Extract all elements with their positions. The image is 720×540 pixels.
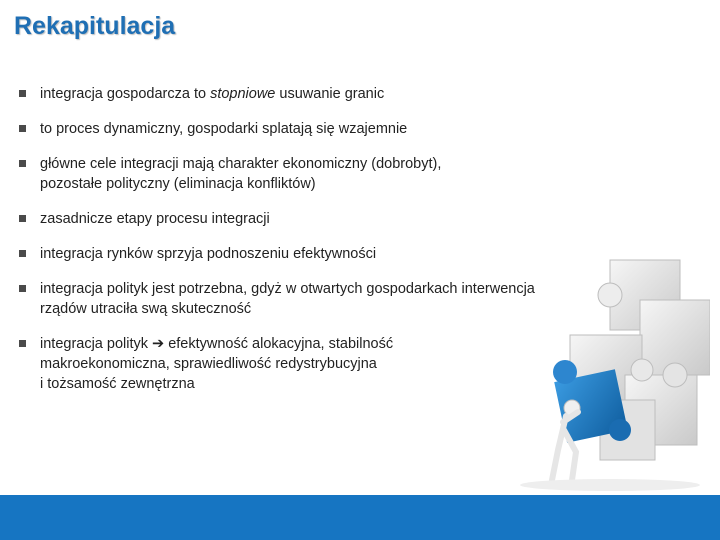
bullet-item-stages (18, 209, 638, 229)
bullet-item-dynamic (18, 119, 638, 139)
bullet-item-gradual (18, 84, 638, 104)
square-bullet-icon (19, 340, 26, 347)
slide-title: Rekapitulacja (14, 12, 176, 40)
bullet-text: integracja gospodarcza to (40, 86, 211, 102)
bullet-text-line: rządów utraciła swą skuteczność (40, 301, 252, 317)
square-bullet-icon (19, 215, 26, 222)
square-bullet-icon (19, 160, 26, 167)
square-bullet-icon (19, 90, 26, 97)
bullet-text-line: pozostałe polityczny (eliminacja konfliktów) (40, 176, 316, 192)
bullet-text-line: główne cele integracji mają charakter ekonomiczny (dobrobyt), (40, 156, 442, 172)
bullet-text: zasadnicze etapy procesu integracji (40, 211, 270, 227)
bullet-emphasis: stopniowe (210, 86, 276, 102)
bullet-text: integracja polityk (40, 336, 153, 352)
bullet-text: efektywność alokacyjna, stabilność (164, 336, 394, 352)
bullet-text-line: i tożsamość zewnętrzna (40, 376, 195, 392)
square-bullet-icon (19, 250, 26, 257)
square-bullet-icon (19, 285, 26, 292)
puzzle-figure-icon (460, 240, 710, 500)
right-arrow-icon: ➔ (152, 336, 165, 352)
bullet-text-line: makroekonomiczna, sprawiedliwość redystrybucyjna (40, 356, 377, 372)
bullet-text: to proces dynamiczny, gospodarki splatają się wzajemnie (40, 121, 408, 137)
square-bullet-icon (19, 125, 26, 132)
bullet-text-line: integracja polityk jest potrzebna, gdyż w otwartych gospodarkach interwencja (40, 281, 535, 297)
bullet-text: integracja rynków sprzyja podnoszeniu efektywności (40, 246, 377, 262)
bottom-bar (0, 495, 720, 540)
bullet-text: usuwanie granic (275, 86, 385, 102)
bullet-item-goals (18, 154, 638, 194)
